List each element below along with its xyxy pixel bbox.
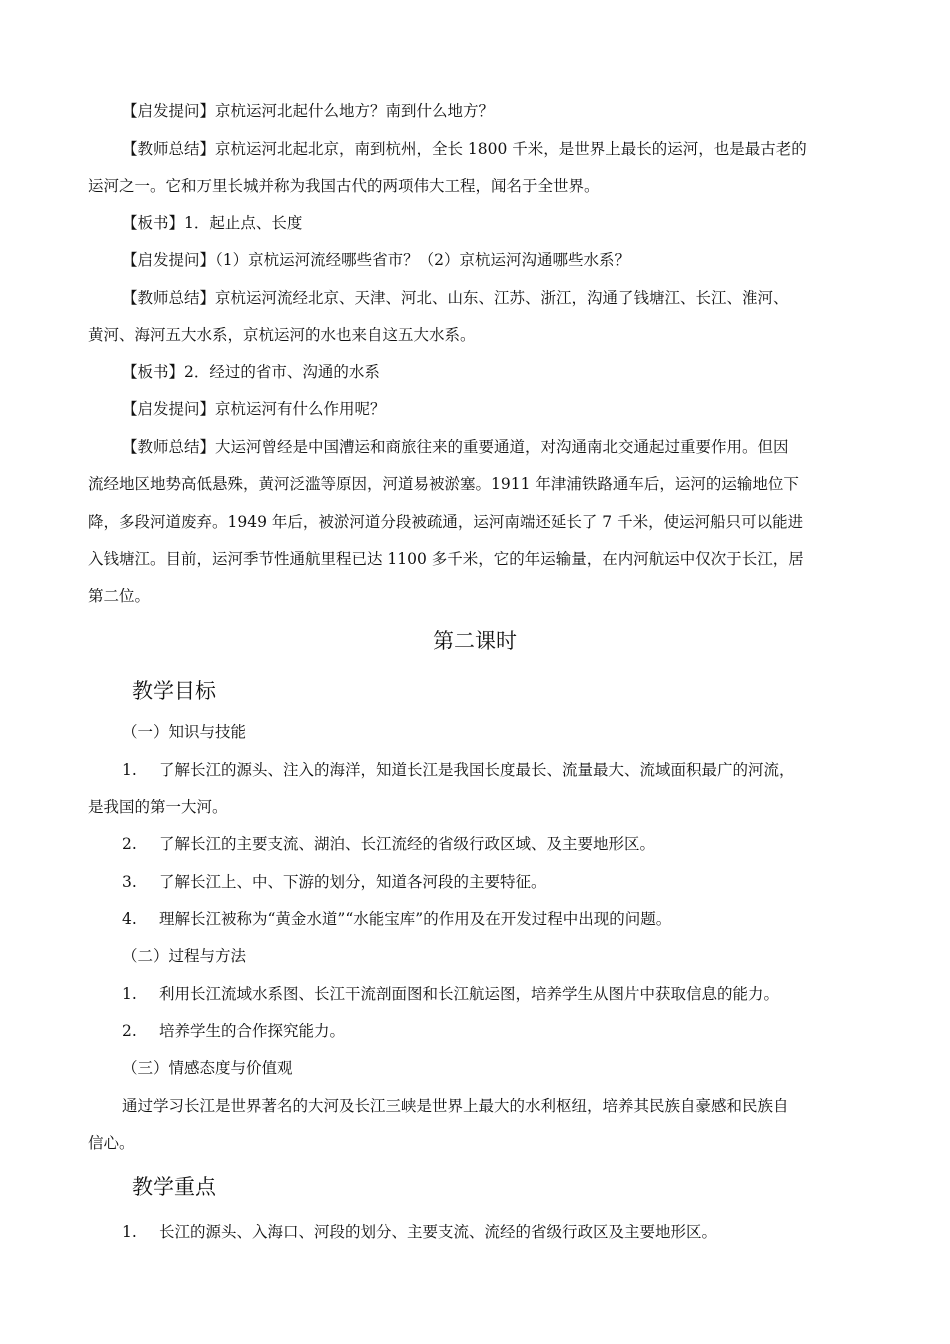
knowledge-heading: （一）知识与技能	[122, 723, 247, 741]
item-text: 理解长江被称为“黄金水道”“水能宝库”的作用及在开发过程中出现的问题。	[159, 910, 672, 928]
summary-3-line-1: 【教师总结】大运河曾经是中国漕运和商旅往来的重要通道，对沟通南北交通起过重要作用。但因	[122, 438, 789, 456]
summary-2-line-1: 【教师总结】京杭运河流经北京、天津、河北、山东、江苏、浙江，沟通了钱塘江、长江、淮河、	[122, 289, 789, 307]
board-note-1: 【板书】1．起止点、长度	[122, 214, 303, 232]
question-2: 【启发提问】（1）京杭运河流经哪些省市？（2）京杭运河沟通哪些水系？	[122, 251, 630, 269]
summary-1-line-1: 【教师总结】京杭运河北起北京，南到杭州，全长 1800 千米，是世界上最长的运河，也是最古老的	[122, 140, 807, 158]
process-heading: （二）过程与方法	[122, 947, 247, 965]
process-item-2	[122, 1021, 345, 1041]
question-3: 【启发提问】京杭运河有什么作用呢？	[122, 400, 386, 418]
item-text: 了解长江的主要支流、湖泊、长江流经的省级行政区域、及主要地形区。	[159, 835, 656, 853]
emotion-heading: （三）情感态度与价值观	[122, 1059, 293, 1077]
item-number: 3.	[122, 873, 137, 891]
summary-3-line-4: 入钱塘江。目前，运河季节性通航里程已达 1100 多千米，它的年运输量，在内河航运中仅次于长江，居	[88, 550, 804, 568]
item-text: 长江的源头、入海口、河段的划分、主要支流、流经的省级行政区及主要地形区。	[159, 1223, 718, 1241]
knowledge-item-1	[122, 760, 795, 780]
knowledge-item-4	[122, 909, 671, 929]
item-number: 1.	[122, 1223, 137, 1241]
lesson-title: 第二课时	[433, 629, 517, 653]
process-item-1	[122, 984, 779, 1004]
item-number: 4.	[122, 910, 137, 928]
key-points-heading: 教学重点	[132, 1175, 216, 1199]
knowledge-item-2	[122, 834, 655, 854]
key-point-item-1	[122, 1222, 717, 1242]
summary-3-line-5: 第二位。	[88, 587, 151, 605]
item-number: 1.	[122, 985, 137, 1003]
question-1: 【启发提问】京杭运河北起什么地方？南到什么地方？	[122, 102, 495, 120]
item-text: 利用长江流域水系图、长江干流剖面图和长江航运图，培养学生从图片中获取信息的能力。	[159, 985, 780, 1003]
item-number: 2.	[122, 835, 137, 853]
item-text: 培养学生的合作探究能力。	[159, 1022, 346, 1040]
item-text: 了解长江上、中、下游的划分，知道各河段的主要特征。	[159, 873, 547, 891]
item-number: 2.	[122, 1022, 137, 1040]
emotion-line-1: 通过学习长江是世界著名的大河及长江三峡是世界上最大的水利枢纽，培养其民族自豪感和民族自	[122, 1097, 789, 1115]
knowledge-item-1-line-2: 是我国的第一大河。	[88, 798, 228, 816]
board-note-2: 【板书】2．经过的省市、沟通的水系	[122, 363, 380, 381]
summary-1-line-2: 运河之一。它和万里长城并称为我国古代的两项伟大工程，闻名于全世界。	[88, 177, 600, 195]
item-text: 了解长江的源头、注入的海洋，知道长江是我国长度最长、流量最大、流域面积最广的河流，	[159, 761, 795, 779]
summary-3-line-2: 流经地区地势高低悬殊，黄河泛滥等原因，河道易被淤塞。1911 年津浦铁路通车后，运河的运输地位下	[88, 475, 799, 493]
item-number: 1.	[122, 761, 137, 779]
objectives-heading: 教学目标	[132, 679, 216, 703]
knowledge-item-3	[122, 872, 547, 892]
summary-3-line-3: 降，多段河道废弃。1949 年后，被淤河道分段被疏通，运河南端还延长了 7 千米，使运河船只可以能进	[88, 513, 804, 531]
summary-2-line-2: 黄河、海河五大水系，京杭运河的水也来自这五大水系。	[88, 326, 476, 344]
emotion-line-2: 信心。	[88, 1134, 135, 1152]
